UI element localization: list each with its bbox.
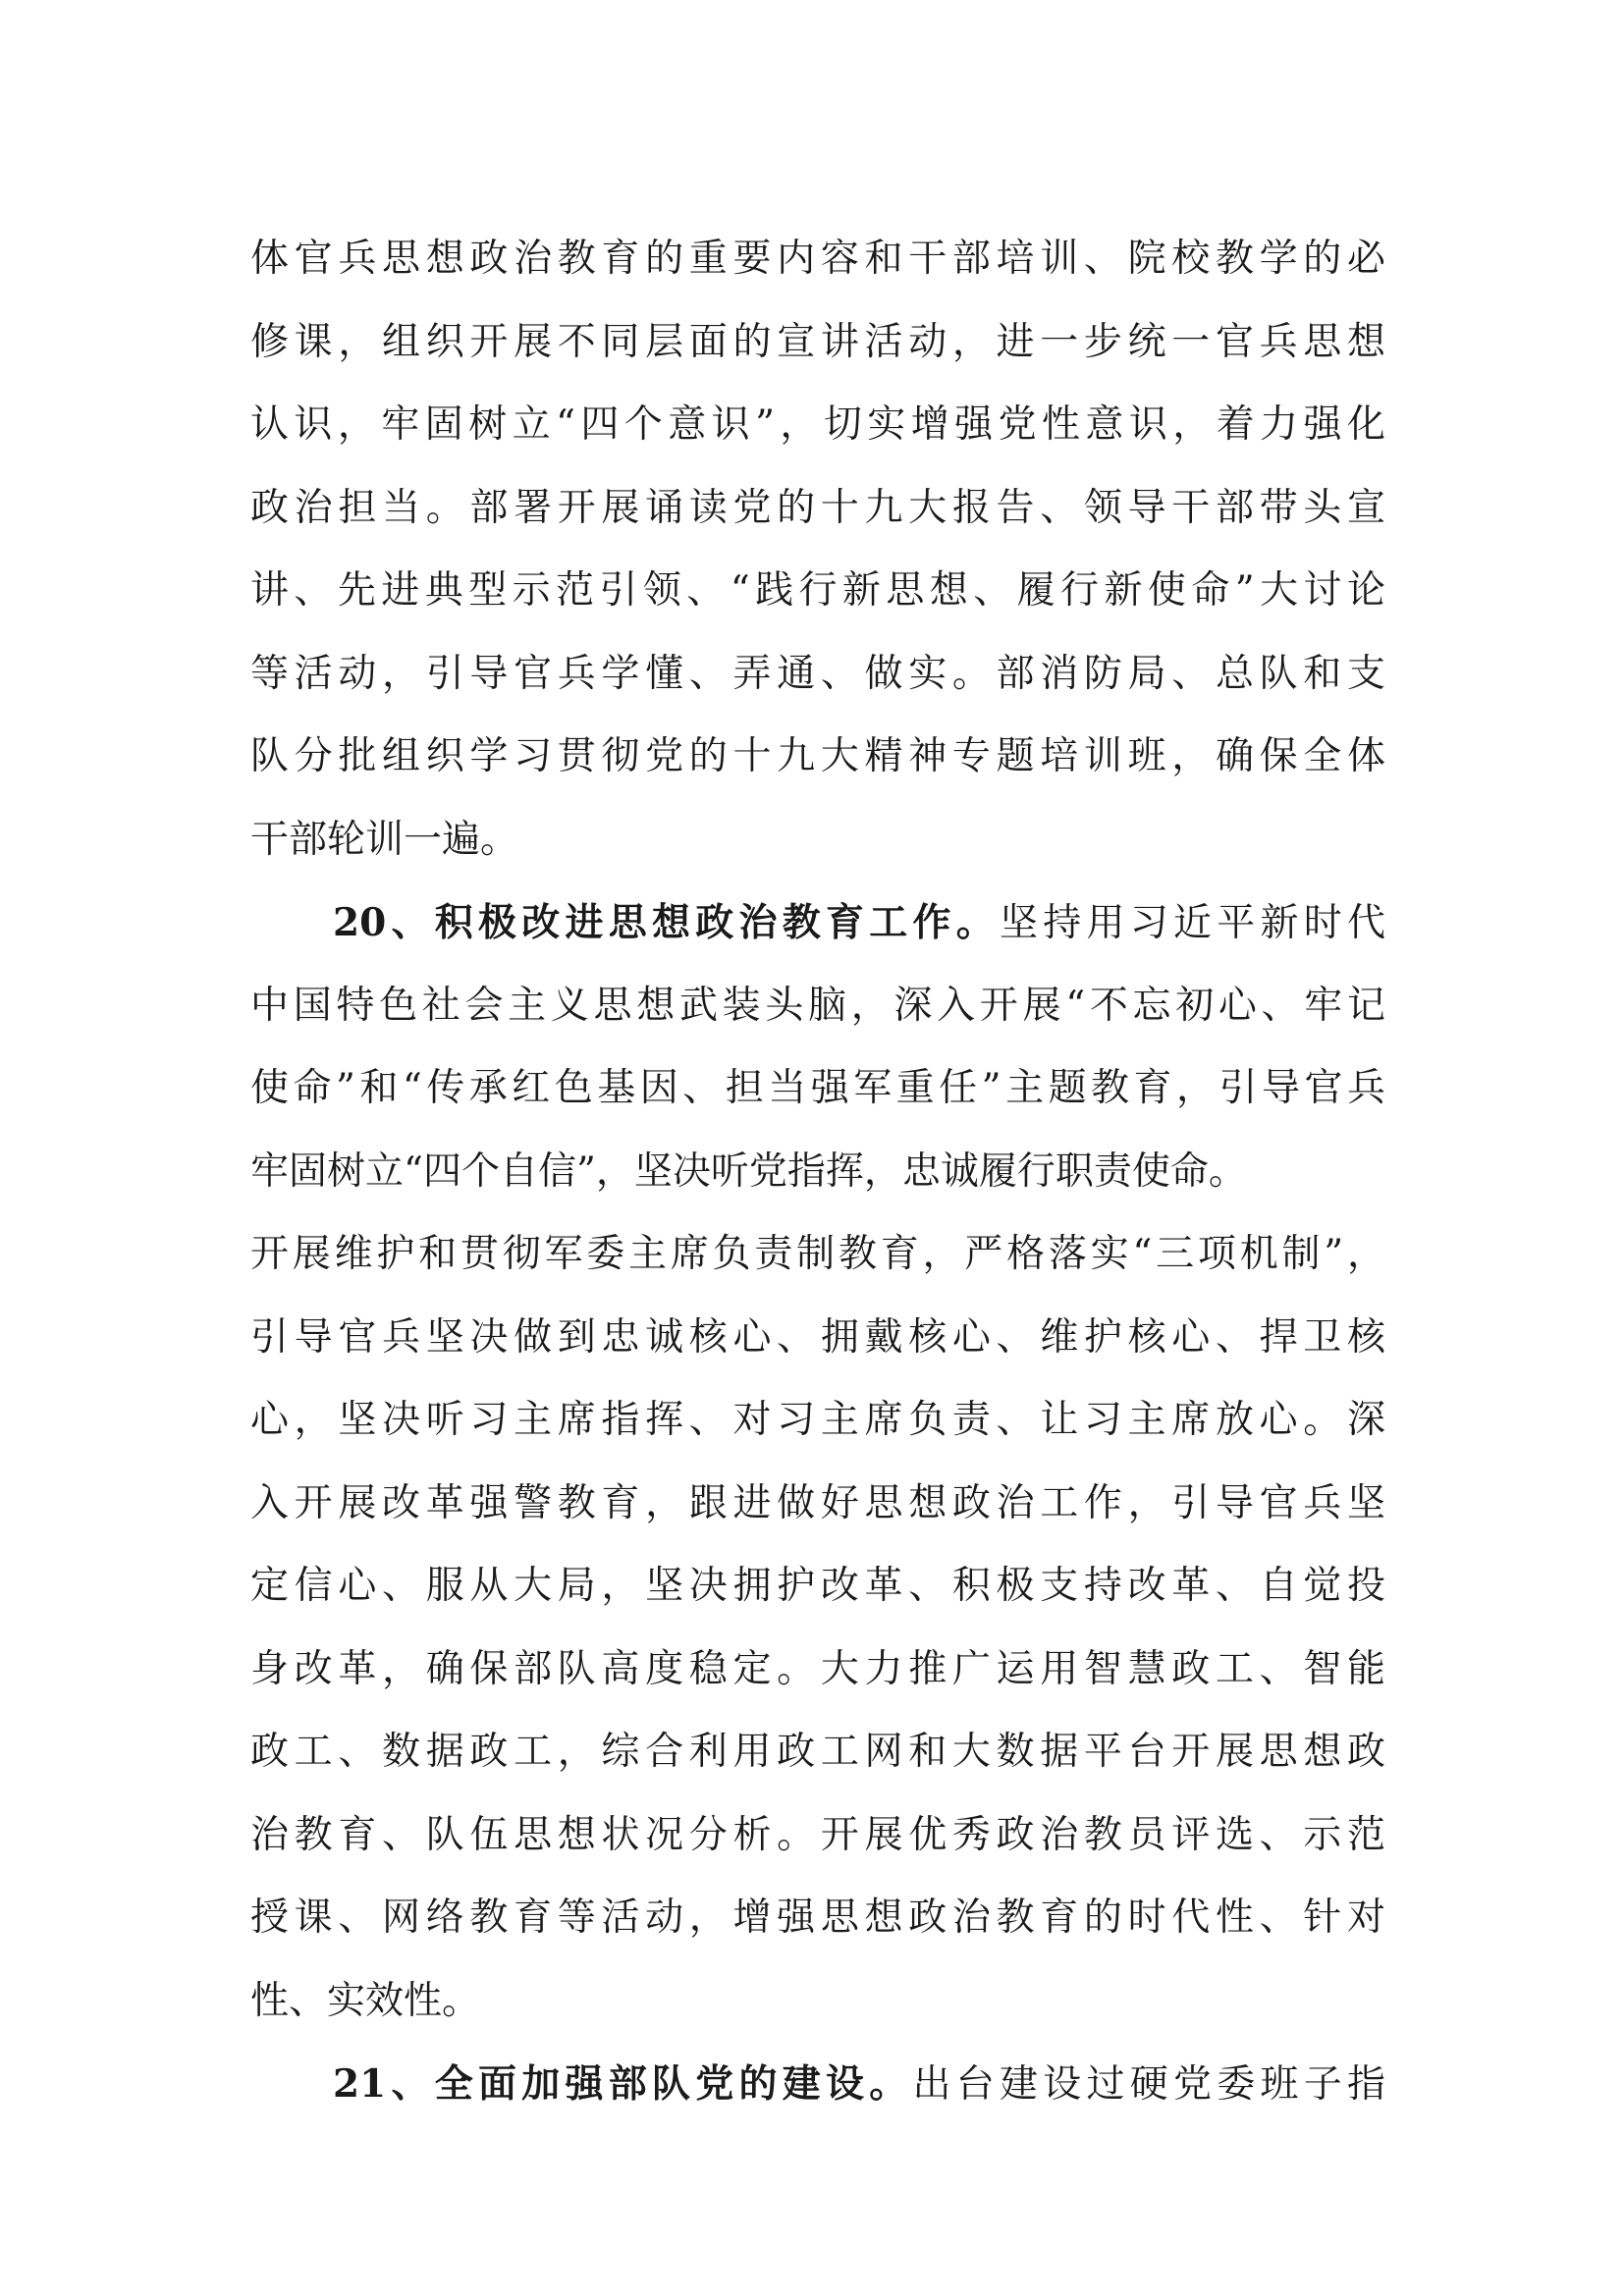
text-line: 牢固树立“四个自信”，坚决听党指挥，忠诚履行职责使命。 bbox=[250, 1148, 1247, 1194]
text-line: 政治担当。部署开展诵读党的十九大报告、领导干部带头宣 bbox=[250, 485, 1385, 530]
text-line: 性、实效性。 bbox=[250, 1978, 481, 2023]
text-line: 认识，牢固树立“四个意识”，切实增强党性意识，着力强化 bbox=[250, 402, 1385, 447]
text-line: 引导官兵坚决做到忠诚核心、拥戴核心、维护核心、捍卫核 bbox=[250, 1314, 1385, 1360]
text-line: 身改革，确保部队高度稳定。大力推广运用智慧政工、智能 bbox=[250, 1646, 1385, 1691]
text-line: 开展维护和贯彻军委主席负责制教育，严格落实“三项机制”， bbox=[250, 1232, 1385, 1276]
text-line: 中国特色社会主义思想武装头脑，深入开展“不忘初心、牢记 bbox=[250, 983, 1385, 1028]
text-line: 使命”和“传承红色基因、担当强军重任”主题教育，引导官兵 bbox=[250, 1066, 1385, 1110]
text-line: 干部轮训一遍。 bbox=[250, 817, 519, 862]
section-heading-21: 21、全面加强部队党的建设。 bbox=[333, 2061, 913, 2107]
text-line: 入开展改革强警教育，跟进做好思想政治工作，引导官兵坚 bbox=[250, 1480, 1385, 1525]
paragraph-continuation bbox=[250, 218, 1385, 881]
text-line: 等活动，引导官兵学懂、弄通、做实。部消防局、总队和支 bbox=[250, 651, 1385, 696]
paragraph-first-line bbox=[250, 2043, 1385, 2126]
text-line: 体官兵思想政治教育的重要内容和干部培训、院校教学的必 bbox=[250, 237, 1385, 281]
text-line: 心，坚决听习主席指挥、对习主席负责、让习主席放心。深 bbox=[250, 1398, 1385, 1442]
text-line: 定信心、服从大局，坚决拥护改革、积极支持改革、自觉投 bbox=[250, 1564, 1385, 1608]
text-line: 授课、网络教育等活动，增强思想政治教育的时代性、针对 bbox=[250, 1896, 1385, 1940]
text-line: 治教育、队伍思想状况分析。开展优秀政治教员评选、示范 bbox=[250, 1812, 1385, 1857]
text-line: 修课，组织开展不同层面的宣讲活动，进一步统一官兵思想 bbox=[250, 319, 1385, 364]
text-line: 讲、先进典型示范引领、“践行新思想、履行新使命”大讨论 bbox=[250, 568, 1385, 613]
text-line: 队分批组织学习贯彻党的十九大精神专题培训班，确保全体 bbox=[250, 734, 1385, 778]
text-line: 政工、数据政工，综合利用政工网和大数据平台开展思想政 bbox=[250, 1730, 1385, 1774]
paragraph-21 bbox=[250, 2043, 1385, 2126]
paragraph-20 bbox=[250, 881, 1385, 2043]
section-heading-20: 20、积极改进思想政治教育工作。 bbox=[333, 900, 1000, 945]
paragraph-first-line bbox=[250, 881, 1385, 965]
body-text bbox=[250, 218, 1385, 2126]
text-run: 出台建设过硬党委班子指 bbox=[912, 2062, 1385, 2107]
text-run: 坚持用习近平新时代 bbox=[1000, 901, 1385, 945]
